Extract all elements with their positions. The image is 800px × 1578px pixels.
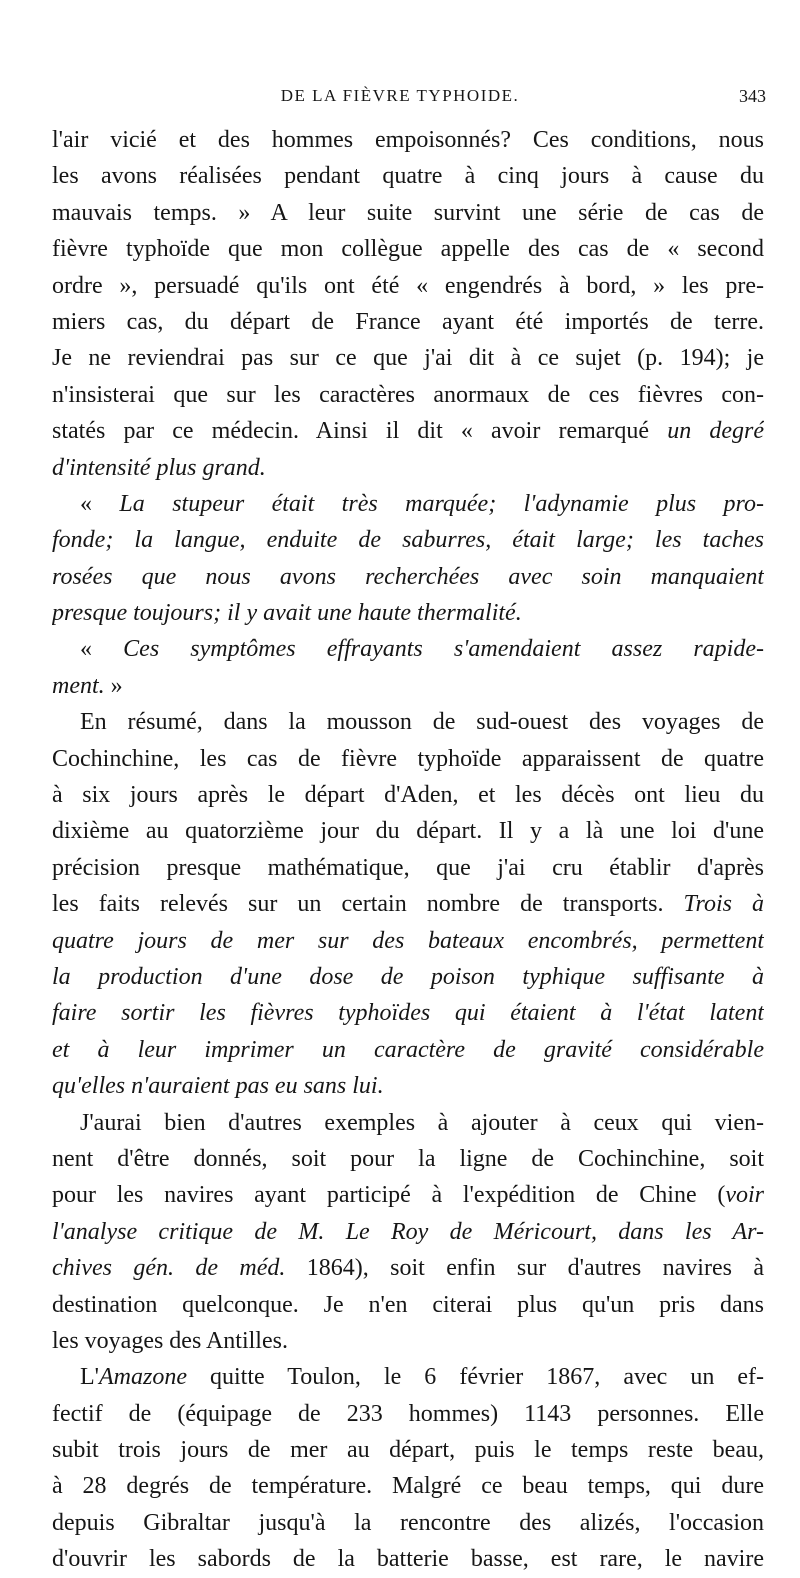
text-segment: l'air vicié et des hommes empoisonnés? Ces conditions, nous	[52, 127, 764, 153]
text-line	[52, 1068, 764, 1104]
text-segment: pour les navires ayant participé à l'expédition de Chine (	[52, 1182, 726, 1209]
italic-text-segment: Ces symptômes effrayants s'amendaient assez rapide-	[123, 636, 764, 663]
text-line	[52, 450, 764, 486]
text-line	[52, 1359, 764, 1395]
text-segment: 1864), soit enfin sur d'autres navires à	[285, 1255, 764, 1282]
italic-text-segment: et à leur imprimer un caractère de gravité considérable	[52, 1036, 764, 1063]
text-line	[52, 668, 764, 704]
text-segment: à six jours après le départ d'Aden, et les décès ont lieu du	[52, 782, 764, 809]
text-segment: J'aurai bien d'autres exemples à ajouter à ceux qui vien-	[80, 1109, 764, 1136]
text-segment: «	[80, 490, 120, 517]
italic-text-segment: un degré	[667, 418, 764, 445]
text-line	[52, 741, 764, 777]
text-segment: précision presque mathématique, que j'ai cru établir d'après	[52, 854, 764, 881]
text-line	[52, 122, 764, 158]
text-line	[52, 1105, 764, 1141]
italic-text-segment: faire sortir les fièvres typhoïdes qui étaient à l'état latent	[52, 1000, 764, 1027]
text-line	[52, 1250, 764, 1286]
italic-text-segment: fonde; la langue, enduite de saburres, était large; les taches	[52, 527, 764, 554]
running-head	[0, 86, 800, 116]
text-segment: miers cas, du départ de France ayant été importés de terre.	[52, 308, 764, 335]
italic-text-segment: d'intensité plus grand.	[52, 454, 266, 481]
text-line	[52, 631, 764, 667]
text-segment: depuis Gibraltar jusqu'à la rencontre des alizés, l'occasion	[52, 1509, 764, 1536]
text-line	[52, 704, 764, 740]
text-line	[52, 595, 764, 631]
text-segment: Je ne reviendrai pas sur ce que j'ai dit à ce sujet (p. 194); je	[52, 345, 764, 372]
text-segment: L'	[80, 1364, 99, 1391]
text-line	[52, 850, 764, 886]
text-segment: »	[104, 672, 123, 699]
text-segment: fectif de (équipage de 233 hommes) 1143 personnes. Elle	[52, 1400, 764, 1427]
running-title: DE LA FIÈVRE TYPHOIDE.	[280, 86, 520, 105]
text-line	[52, 340, 764, 376]
text-line	[52, 1505, 764, 1541]
text-line	[52, 304, 764, 340]
text-segment: quitte Toulon, le 6 février 1867, avec un ef-	[186, 1364, 764, 1391]
text-segment: ordre », persuadé qu'ils ont été « engendrés à bord, » les pre-	[52, 272, 764, 299]
italic-text-segment: presque toujours; il y avait une haute thermalité.	[52, 600, 522, 627]
text-segment: d'ouvrir les sabords de la batterie basse, est rare, le navire	[52, 1546, 764, 1573]
text-line	[52, 268, 764, 304]
text-line	[52, 1323, 764, 1359]
italic-text-segment: Trois à	[683, 891, 764, 918]
text-line	[52, 486, 764, 522]
text-line	[52, 1541, 764, 1577]
italic-text-segment: La stupeur était très marquée; l'adynamie plus pro-	[119, 490, 764, 517]
italic-text-segment: la production d'une dose de poison typhique suffisante à	[52, 963, 764, 990]
text-segment: Cochinchine, les cas de fièvre typhoïde apparaissent de quatre	[52, 745, 764, 772]
text-segment: les voyages des Antilles.	[52, 1327, 288, 1354]
text-line	[52, 777, 764, 813]
body-text	[52, 122, 764, 1578]
italic-text-segment: ment.	[52, 672, 105, 699]
italic-text-segment: voir	[725, 1182, 764, 1209]
text-line	[52, 1032, 764, 1068]
text-line	[52, 522, 764, 558]
text-line	[52, 959, 764, 995]
text-segment: les faits relevés sur un certain nombre de transports.	[52, 891, 684, 918]
text-line	[52, 413, 764, 449]
text-segment: nent d'être donnés, soit pour la ligne de Cochinchine, soit	[52, 1145, 764, 1172]
page-number: 343	[739, 86, 766, 106]
text-line	[52, 231, 764, 267]
text-segment: destination quelconque. Je n'en citerai plus qu'un pris dans	[52, 1291, 764, 1318]
italic-text-segment: l'analyse critique de M. Le Roy de Méricourt, dans les Ar-	[52, 1218, 764, 1245]
text-line	[52, 1141, 764, 1177]
text-line	[52, 1287, 764, 1323]
text-segment: à 28 degrés de température. Malgré ce beau temps, qui dure	[52, 1473, 764, 1500]
text-line	[52, 995, 764, 1031]
text-line	[52, 1214, 764, 1250]
text-line	[52, 195, 764, 231]
text-segment: subit trois jours de mer au départ, puis le temps reste beau,	[52, 1437, 764, 1464]
text-line	[52, 1432, 764, 1468]
text-line	[52, 1396, 764, 1432]
text-line	[52, 1468, 764, 1504]
text-line	[52, 158, 764, 194]
text-line	[52, 377, 764, 413]
text-segment: «	[80, 636, 124, 663]
italic-text-segment: Amazone	[98, 1364, 187, 1391]
italic-text-segment: rosées que nous avons recherchées avec soin manquaient	[52, 563, 764, 590]
text-segment: En résumé, dans la mousson de sud-ouest des voyages de	[80, 709, 764, 736]
text-segment: fièvre typhoïde que mon collègue appelle des cas de « second	[52, 236, 764, 263]
text-segment: les avons réalisées pendant quatre à cinq jours à cause du	[52, 163, 764, 190]
italic-text-segment: qu'elles n'auraient pas eu sans lui.	[52, 1073, 384, 1100]
text-segment: mauvais temps. » A leur suite survint une série de cas de	[52, 199, 764, 226]
text-line	[52, 559, 764, 595]
text-line	[52, 923, 764, 959]
text-line	[52, 813, 764, 849]
italic-text-segment: quatre jours de mer sur des bateaux encombrés, permettent	[52, 927, 764, 954]
text-segment: n'insisterai que sur les caractères anormaux de ces fièvres con-	[52, 381, 764, 408]
text-line	[52, 886, 764, 922]
text-segment: statés par ce médecin. Ainsi il dit « avoir remarqué	[52, 418, 668, 445]
italic-text-segment: chives gén. de méd.	[52, 1255, 286, 1282]
text-segment: dixième au quatorzième jour du départ. Il y a là une loi d'une	[52, 818, 764, 845]
text-line	[52, 1177, 764, 1213]
